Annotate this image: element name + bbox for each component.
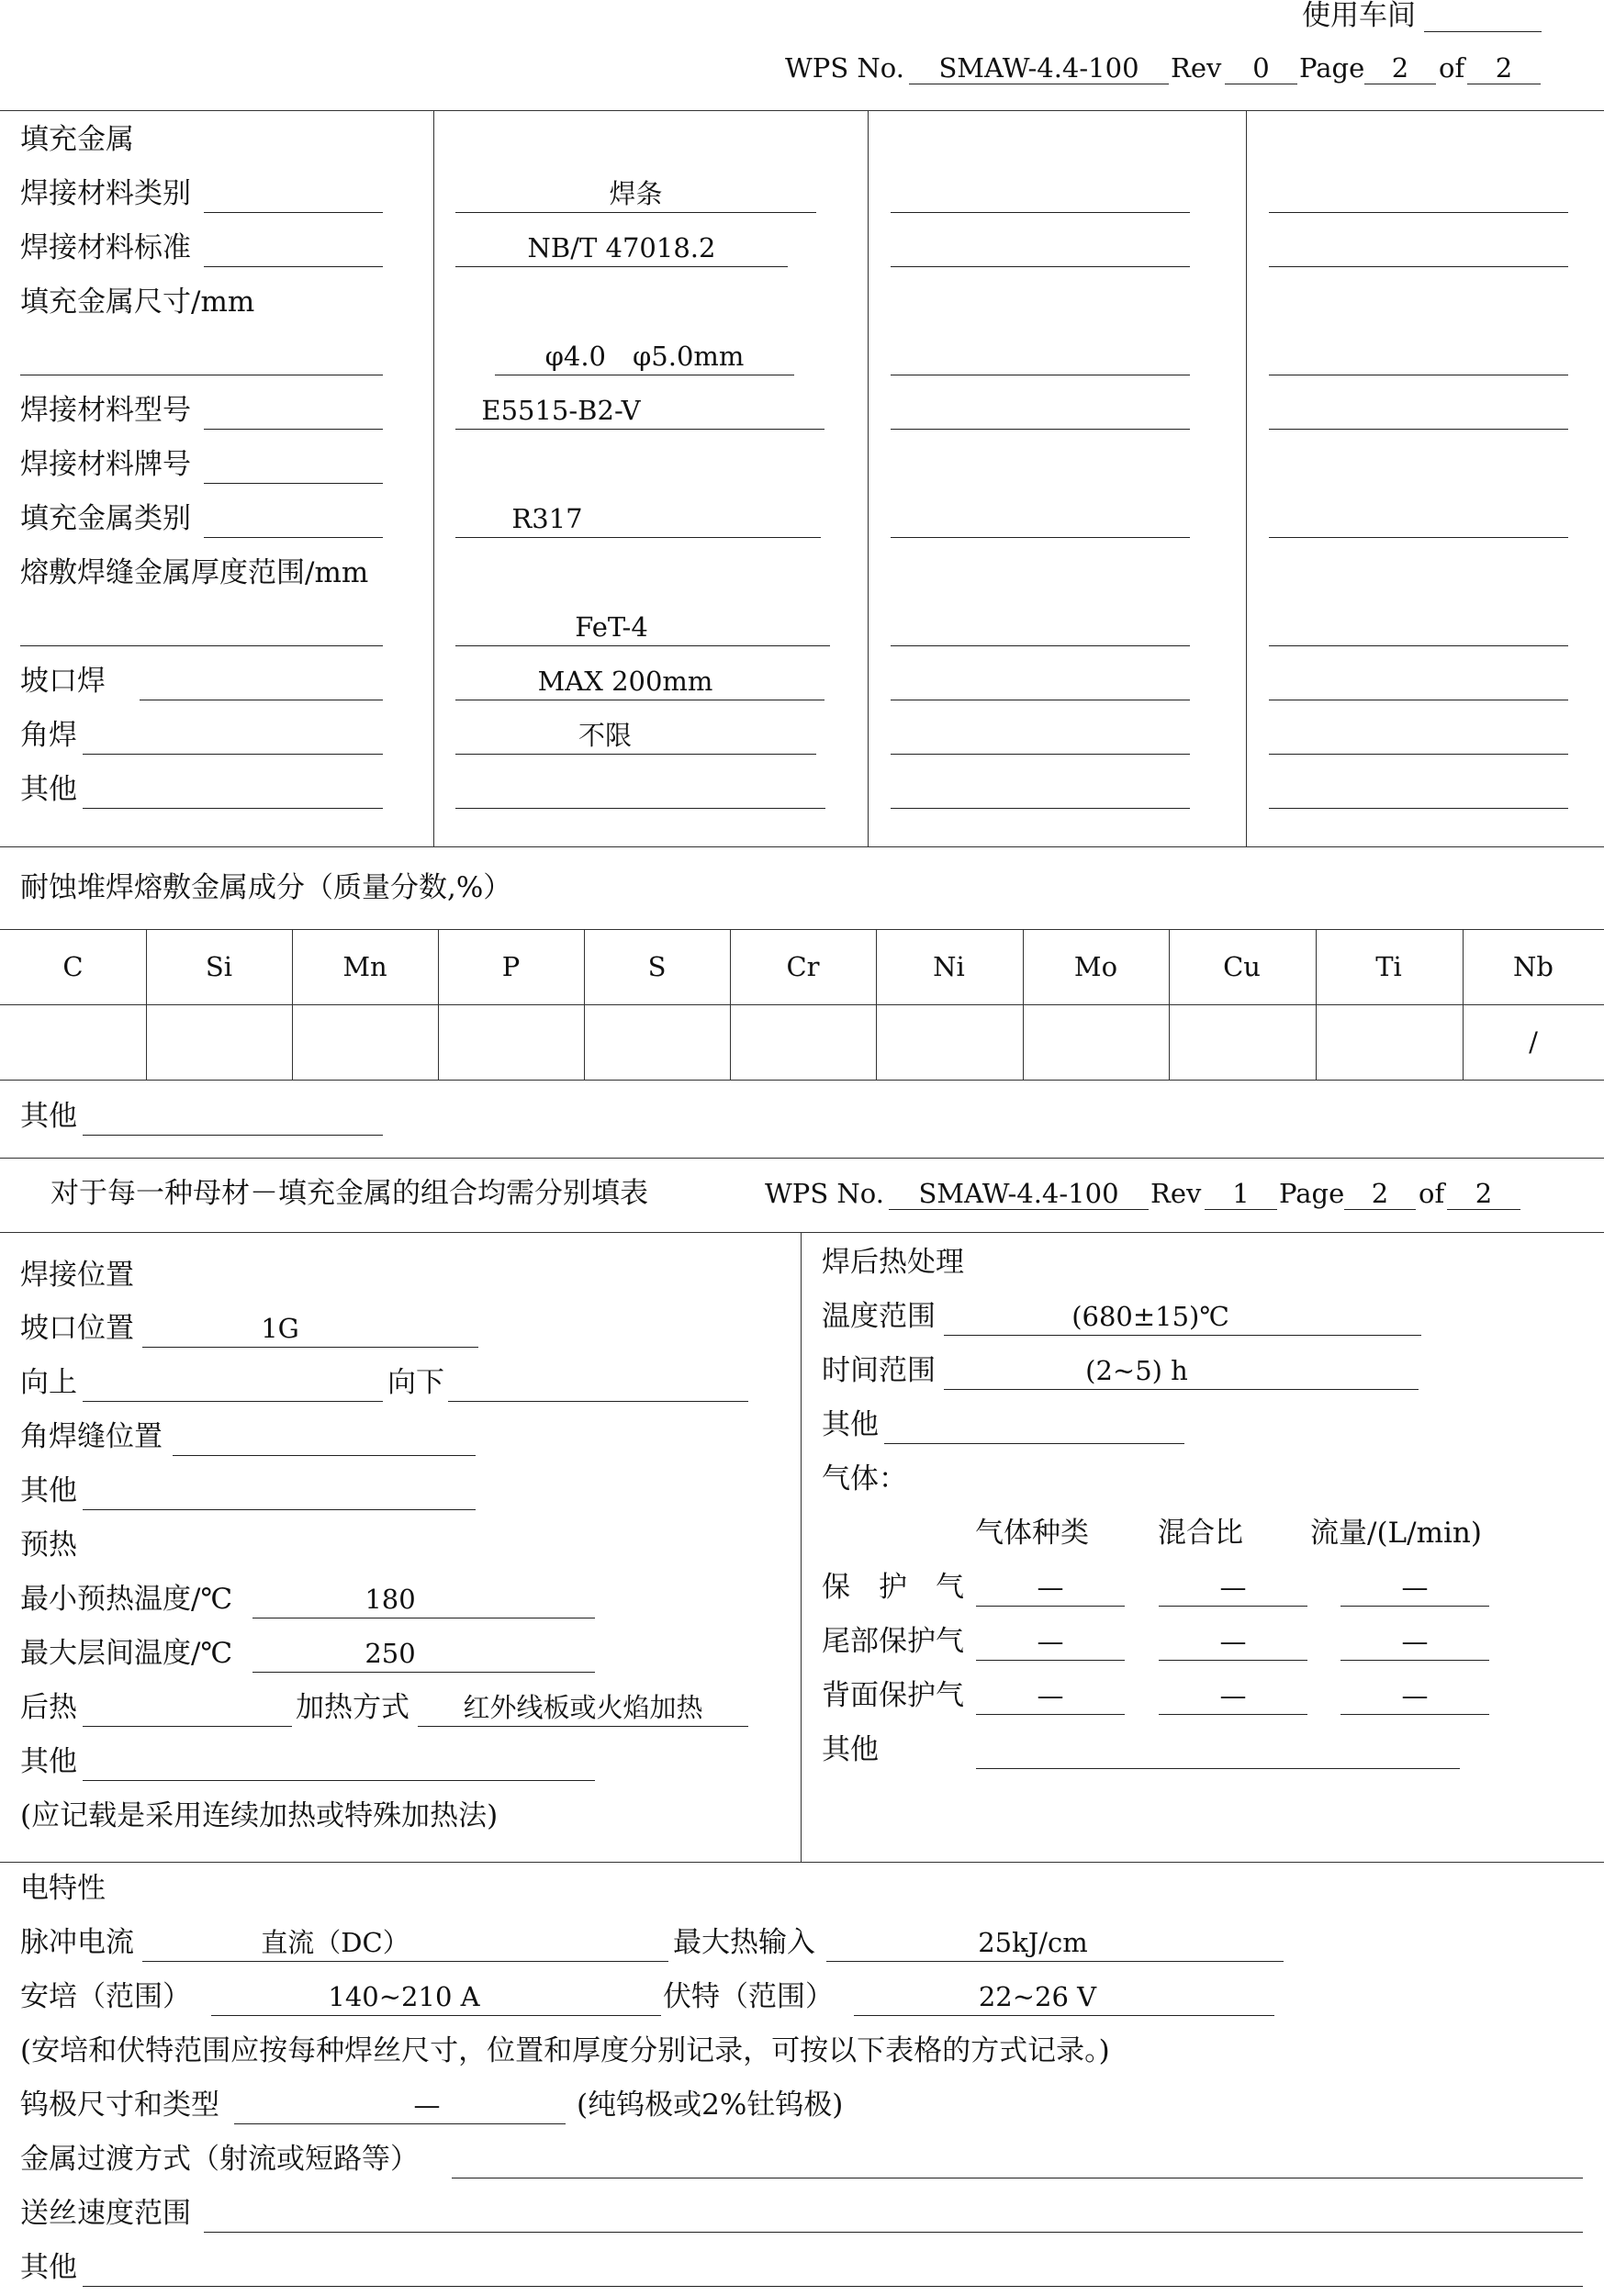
gas-other-label: 其他 xyxy=(822,1733,879,1766)
fillet-position-label: 角焊缝位置 xyxy=(20,1420,163,1453)
composition-header-cell: Ni xyxy=(933,951,965,982)
filler-value-field[interactable] xyxy=(455,429,824,430)
filler-col4-field[interactable] xyxy=(1269,645,1568,646)
gas-mix-value: — xyxy=(1219,1626,1247,1657)
filler-label: 填充金属类别 xyxy=(20,502,191,535)
gas-col-type: 气体种类 xyxy=(975,1517,1089,1550)
composition-other-field[interactable] xyxy=(83,1135,383,1136)
current-value: 直流（DC） xyxy=(261,1927,409,1958)
filler-value: R317 xyxy=(511,503,583,534)
gas-type-value: — xyxy=(1037,1572,1064,1603)
pwht-temp-value: (680±15)℃ xyxy=(1071,1301,1229,1332)
filler-label-line xyxy=(83,808,383,809)
footer-page-label: Page xyxy=(1279,1178,1345,1209)
heat-input-label: 最大热输入 xyxy=(673,1926,815,1959)
amp-range-field[interactable] xyxy=(211,2015,661,2016)
rev-value: 0 xyxy=(1252,52,1270,84)
filler-value-field[interactable] xyxy=(455,266,788,267)
page-label: Page xyxy=(1299,52,1365,84)
composition-other-label: 其他 xyxy=(20,1100,77,1133)
filler-label: 角焊 xyxy=(20,719,77,752)
footer-page-value: 2 xyxy=(1371,1178,1389,1209)
electrical-note: (安培和伏特范围应按每种焊丝尺寸，位置和厚度分别记录，可按以下表格的方式记录。) xyxy=(20,2034,1110,2067)
electrical-top-border xyxy=(0,1862,1604,1863)
filler-col3-field[interactable] xyxy=(891,808,1190,809)
gas-type-value: — xyxy=(1037,1626,1064,1657)
composition-value-cell[interactable]: / xyxy=(1529,1026,1538,1058)
filler-value-field[interactable] xyxy=(455,808,825,809)
postheat-field[interactable] xyxy=(83,1726,292,1727)
filler-col-divider-1 xyxy=(433,110,434,846)
filler-value: NB/T 47018.2 xyxy=(527,232,716,263)
tungsten-note: (纯钨极或2%钍钨极) xyxy=(577,2089,844,2122)
tungsten-value: — xyxy=(413,2089,441,2121)
composition-header-bottom xyxy=(0,1004,1604,1005)
footer-of-field[interactable] xyxy=(1447,1209,1520,1210)
heat-input-value: 25kJ/cm xyxy=(978,1927,1088,1958)
gas-col-mix: 混合比 xyxy=(1158,1517,1243,1550)
composition-top-border xyxy=(0,846,1604,847)
footer-rev-field[interactable] xyxy=(1205,1209,1277,1210)
current-field[interactable] xyxy=(142,1961,668,1962)
filler-col-divider-3 xyxy=(1246,110,1247,846)
downhill-field[interactable] xyxy=(448,1401,748,1402)
wps-no-value: SMAW-4.4-100 xyxy=(938,52,1139,84)
footer-wps-label: WPS No. xyxy=(765,1178,884,1209)
gas-flow-field[interactable] xyxy=(1340,1714,1489,1715)
filler-label-line xyxy=(204,429,383,430)
page-value: 2 xyxy=(1391,52,1409,84)
filler-label-line xyxy=(204,212,383,213)
workshop-label: 使用车间 xyxy=(1302,0,1416,32)
preheat-note: (应记载是采用连续加热或特殊加热法) xyxy=(20,1799,499,1832)
filler-col4-field[interactable] xyxy=(1269,754,1568,755)
heating-method-value: 红外线板或火焰加热 xyxy=(463,1692,703,1723)
groove-position-value: 1G xyxy=(261,1313,299,1344)
pwht-other-label: 其他 xyxy=(822,1408,879,1441)
filler-top-border xyxy=(0,110,1604,111)
position-other-label: 其他 xyxy=(20,1474,77,1507)
preheat-title: 预热 xyxy=(20,1529,77,1562)
gas-mix-field[interactable] xyxy=(1159,1660,1307,1661)
footer-wps-value: SMAW-4.4-100 xyxy=(918,1178,1119,1209)
filler-col4-field[interactable] xyxy=(1269,266,1568,267)
composition-header-cell: Si xyxy=(205,951,233,982)
footer-rev-label: Rev xyxy=(1150,1178,1202,1209)
pwht-temp-field[interactable] xyxy=(944,1335,1421,1336)
max-interpass-value: 250 xyxy=(365,1638,416,1669)
filler-label-line xyxy=(204,483,383,484)
gas-title: 气体： xyxy=(822,1462,907,1495)
filler-label-line xyxy=(20,645,383,646)
filler-title: 填充金属 xyxy=(20,123,134,156)
filler-value-field[interactable] xyxy=(455,537,821,538)
amp-range-label: 安培（范围） xyxy=(20,1980,191,2013)
gas-flow-field[interactable] xyxy=(1340,1660,1489,1661)
composition-header-cell: Cr xyxy=(786,951,820,982)
of-label: of xyxy=(1439,52,1465,84)
footer-rev-value: 1 xyxy=(1232,1178,1250,1209)
filler-value: FeT-4 xyxy=(575,611,648,643)
filler-col4-field[interactable] xyxy=(1269,429,1568,430)
filler-col3-field[interactable] xyxy=(891,266,1190,267)
preheat-other-field[interactable] xyxy=(83,1780,595,1781)
max-interpass-field[interactable] xyxy=(252,1672,595,1673)
composition-header-cell: C xyxy=(62,951,84,982)
filler-col4-field[interactable] xyxy=(1269,808,1568,809)
gas-mix-value: — xyxy=(1219,1680,1247,1711)
filler-value-field[interactable] xyxy=(455,645,830,646)
gas-col-flow: 流量/(L/min) xyxy=(1310,1517,1482,1550)
position-title: 焊接位置 xyxy=(20,1259,134,1292)
uphill-label: 向上 xyxy=(20,1366,77,1399)
pwht-other-field[interactable] xyxy=(884,1443,1184,1444)
heat-input-field[interactable] xyxy=(826,1961,1284,1962)
transfer-mode-label: 金属过渡方式（射流或短路等） xyxy=(20,2143,419,2176)
filler-label: 填充金属尺寸/mm xyxy=(20,286,255,319)
filler-col3-field[interactable] xyxy=(891,212,1190,213)
filler-col-divider-2 xyxy=(868,110,869,846)
volt-range-label: 伏特（范围） xyxy=(663,1980,834,2013)
pwht-time-label: 时间范围 xyxy=(822,1354,936,1387)
composition-header-cell: Mo xyxy=(1073,951,1118,982)
amp-range-value: 140~210 A xyxy=(328,1981,480,2012)
filler-value-field[interactable] xyxy=(455,212,816,213)
filler-col4-field[interactable] xyxy=(1269,212,1568,213)
fillet-position-field[interactable] xyxy=(173,1455,476,1456)
preheat-other-label: 其他 xyxy=(20,1745,77,1778)
composition-header-cell: Ti xyxy=(1375,951,1402,982)
filler-col4-field[interactable] xyxy=(1269,537,1568,538)
filler-label-line xyxy=(204,266,383,267)
electrical-other-field[interactable] xyxy=(83,2286,1583,2287)
filler-value: 焊条 xyxy=(609,178,663,209)
footer-wps-field[interactable] xyxy=(889,1209,1149,1210)
gas-type-field[interactable] xyxy=(976,1606,1125,1607)
filler-value: 不限 xyxy=(578,720,632,751)
filler-label-line xyxy=(83,754,383,755)
footer-note-text: 对于每一种母材－填充金属的组合均需分别填表 xyxy=(50,1177,648,1210)
filler-label: 焊接材料型号 xyxy=(20,394,191,427)
volt-range-value: 22~26 V xyxy=(978,1981,1097,2012)
pwht-time-value: (2~5) h xyxy=(1085,1355,1188,1386)
shielding-gas-label: 保 护 气 xyxy=(822,1571,964,1604)
gas-flow-field[interactable] xyxy=(1340,1606,1489,1607)
composition-title: 耐蚀堆焊熔敷金属成分（质量分数,%） xyxy=(20,871,512,904)
footer-top-border xyxy=(0,1158,1604,1159)
workshop-field[interactable] xyxy=(1424,31,1542,32)
uphill-field[interactable] xyxy=(83,1401,383,1402)
position-pwht-divider xyxy=(801,1232,802,1862)
current-label: 脉冲电流 xyxy=(20,1926,134,1959)
tungsten-label: 钨极尺寸和类型 xyxy=(20,2089,219,2122)
filler-label: 焊接材料牌号 xyxy=(20,448,191,481)
filler-value: MAX 200mm xyxy=(537,666,713,697)
electrical-other-label: 其他 xyxy=(20,2251,77,2284)
gas-flow-value: — xyxy=(1401,1572,1429,1603)
downhill-label: 向下 xyxy=(387,1366,444,1399)
gas-mix-field[interactable] xyxy=(1159,1606,1307,1607)
composition-header-cell: P xyxy=(501,951,521,982)
filler-label-line xyxy=(204,537,383,538)
min-preheat-value: 180 xyxy=(365,1584,416,1615)
rev-label: Rev xyxy=(1171,52,1222,84)
tungsten-field[interactable] xyxy=(234,2123,566,2124)
gas-flow-value: — xyxy=(1401,1626,1429,1657)
position-top-border xyxy=(0,1232,1604,1233)
filler-label: 熔敷焊缝金属厚度范围/mm xyxy=(20,556,369,589)
postheat-label: 后热 xyxy=(20,1691,77,1724)
electrical-title: 电特性 xyxy=(20,1872,106,1905)
filler-col3-field[interactable] xyxy=(891,537,1190,538)
gas-mix-value: — xyxy=(1219,1572,1247,1603)
gas-type-value: — xyxy=(1037,1680,1064,1711)
composition-header-cell: S xyxy=(647,951,667,982)
pwht-title: 焊后热处理 xyxy=(822,1246,964,1279)
groove-position-label: 坡口位置 xyxy=(20,1312,134,1345)
filler-label: 焊接材料类别 xyxy=(20,177,191,210)
wps-label: WPS No. xyxy=(785,52,904,84)
backing-gas-label: 背面保护气 xyxy=(822,1679,964,1712)
footer-page-field[interactable] xyxy=(1344,1209,1416,1210)
filler-label: 焊接材料标准 xyxy=(20,231,191,264)
filler-col3-field[interactable] xyxy=(891,754,1190,755)
filler-col3-field[interactable] xyxy=(891,429,1190,430)
gas-flow-value: — xyxy=(1401,1680,1429,1711)
heating-method-field[interactable] xyxy=(418,1726,748,1727)
trailing-gas-label: 尾部保护气 xyxy=(822,1625,964,1658)
composition-header-top xyxy=(0,929,1604,930)
footer-of-label: of xyxy=(1419,1178,1445,1209)
filler-value: φ4.0 φ5.0mm xyxy=(544,341,745,372)
composition-header-cell: Cu xyxy=(1223,951,1261,982)
min-preheat-label: 最小预热温度/℃ xyxy=(20,1583,233,1616)
pwht-temp-label: 温度范围 xyxy=(822,1300,936,1333)
heating-method-label: 加热方式 xyxy=(296,1691,409,1724)
position-other-field[interactable] xyxy=(83,1509,476,1510)
wire-speed-label: 送丝速度范围 xyxy=(20,2197,191,2230)
volt-range-field[interactable] xyxy=(854,2015,1274,2016)
filler-col3-field[interactable] xyxy=(891,645,1190,646)
wire-speed-field[interactable] xyxy=(204,2232,1583,2233)
gas-mix-field[interactable] xyxy=(1159,1714,1307,1715)
filler-value: E5515-B2-V xyxy=(481,395,641,426)
max-interpass-label: 最大层间温度/℃ xyxy=(20,1637,233,1670)
composition-header-cell: Mn xyxy=(342,951,387,982)
filler-label: 其他 xyxy=(20,773,77,806)
composition-header-cell: Nb xyxy=(1513,951,1554,982)
filler-value-field[interactable] xyxy=(455,754,816,755)
groove-position-field[interactable] xyxy=(142,1347,478,1348)
of-value: 2 xyxy=(1495,52,1513,84)
footer-of-value: 2 xyxy=(1475,1178,1493,1209)
composition-row-bottom xyxy=(0,1080,1604,1081)
gas-type-field[interactable] xyxy=(976,1714,1125,1715)
filler-label: 坡口焊 xyxy=(20,665,106,698)
gas-type-field[interactable] xyxy=(976,1660,1125,1661)
gas-other-field[interactable] xyxy=(976,1768,1460,1769)
pwht-time-field[interactable] xyxy=(944,1389,1419,1390)
